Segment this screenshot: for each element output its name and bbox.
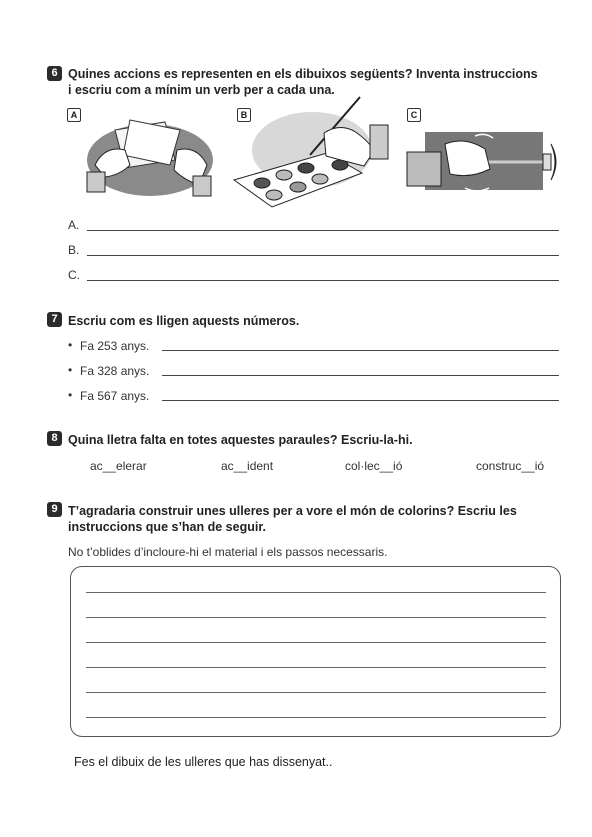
question-7-title: Escriu com es lligen aquests números. [68,314,300,328]
writing-line[interactable] [86,717,546,718]
bullet-icon: • [68,363,73,377]
picture-a-hands-paper [85,110,215,200]
answer-b-label: B. [68,243,80,257]
number-item-1: Fa 253 anys. [80,339,150,353]
number-item-2: Fa 328 anys. [80,364,150,378]
question-9-number: 9 [47,502,62,517]
answer-b-line[interactable] [87,255,559,256]
word-1: ac__elerar [90,459,147,473]
drawing-instruction: Fes el dibuix de les ulleres que has dissenyat.. [74,755,333,769]
writing-line[interactable] [86,667,546,668]
number-item-2-line[interactable] [162,375,559,376]
picture-b-paint-palette [232,95,392,213]
question-9-note: No t’oblides d’incloure-hi el material i els passos necessaris. [68,545,388,559]
question-7-number: 7 [47,312,62,327]
question-6-title-line1: Quines accions es representen en els dibuixos següents? Inventa instruccions [68,67,538,81]
answer-a-line[interactable] [87,230,559,231]
number-item-1-line[interactable] [162,350,559,351]
writing-line[interactable] [86,617,546,618]
question-6-title-line2: i escriu com a mínim un verb per a cada una. [68,83,335,97]
question-8-number: 8 [47,431,62,446]
picture-a-label: A [67,108,81,122]
answer-c-label: C. [68,268,80,282]
writing-line[interactable] [86,592,546,593]
picture-c-suction-hook [405,124,573,202]
bullet-icon: • [68,388,73,402]
number-item-3: Fa 567 anys. [80,389,150,403]
word-4: construc__ió [476,459,545,473]
question-8-title: Quina lletra falta en totes aquestes paraules? Escriu-la-hi. [68,433,413,447]
word-2: ac__ident [221,459,274,473]
answer-c-line[interactable] [87,280,559,281]
question-9-title-line1: T’agradaria construir unes ulleres per a vore el món de colorins? Escriu les [68,504,517,518]
writing-line[interactable] [86,692,546,693]
picture-b-label: B [237,108,251,122]
number-item-3-line[interactable] [162,400,559,401]
picture-c-label: C [407,108,421,122]
question-6-number: 6 [47,66,62,81]
writing-line[interactable] [86,642,546,643]
bullet-icon: • [68,338,73,352]
question-9-title-line2: instruccions que s’han de seguir. [68,520,266,534]
answer-a-label: A. [68,218,80,232]
word-3: col·lec__ió [345,459,403,473]
